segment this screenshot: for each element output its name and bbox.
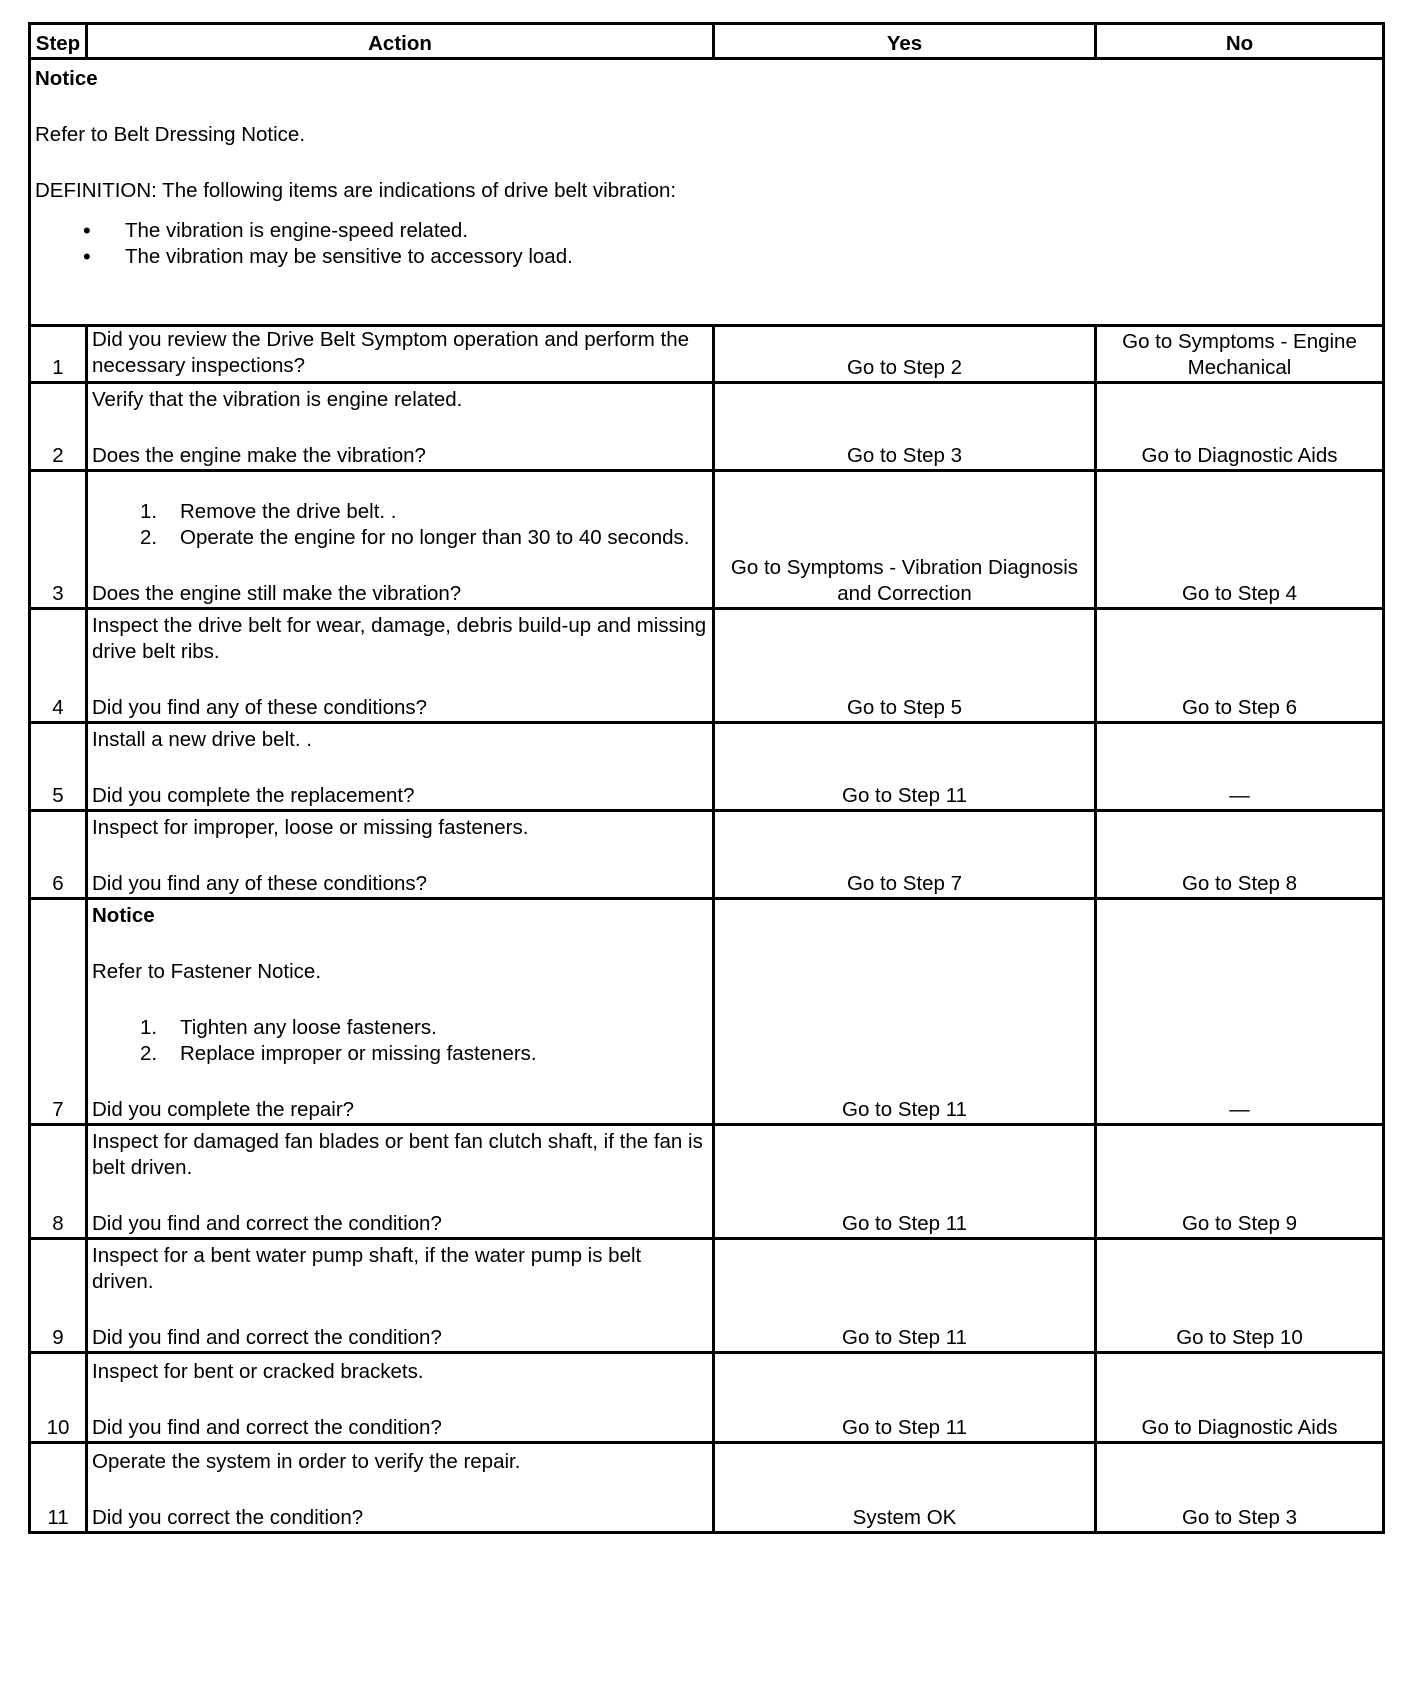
list-item: 1. Remove the drive belt. . [140,500,397,523]
step-number: 4 [30,609,87,723]
step-number: 9 [30,1239,87,1353]
step-action-text: Verify that the vibration is engine related. [92,388,463,411]
step-number: 3 [30,471,87,609]
table-row [30,383,1384,471]
step-action [87,383,714,471]
step-action-text: Inspect for a bent water pump shaft, if the water pump is belt driven. [92,1244,642,1293]
step-yes: Go to Step 11 [714,723,1096,811]
step-no: Go to Step 9 [1096,1125,1384,1239]
header-action: Action [87,24,714,59]
step-question: Did you find any of these conditions? [92,696,428,719]
step-yes: System OK [714,1443,1096,1533]
step-numbered-list [92,1015,708,1067]
step-action [87,471,714,609]
step-question: Did you find and correct the condition? [92,1416,442,1439]
step-no: Go to Symptoms - Engine Mechanical [1096,326,1384,383]
header-row [30,24,1384,59]
step-action [87,723,714,811]
step-action-text: Inspect for improper, loose or missing fasteners. [92,816,529,839]
step-action-text: Inspect for bent or cracked brackets. [92,1360,424,1383]
intro-cell [30,59,1384,326]
step-action [87,1239,714,1353]
step-action [87,1125,714,1239]
step-question: Did you find and correct the condition? [92,1326,442,1349]
step-action-text: Operate the system in order to verify the repair. [92,1450,521,1473]
table-row [30,1239,1384,1353]
diagnostic-table [28,22,1385,1534]
header-yes: Yes [714,24,1096,59]
step-notice-text: Refer to Fastener Notice. [92,960,322,983]
step-number: 8 [30,1125,87,1239]
step-no: Go to Step 8 [1096,811,1384,899]
list-item: 2. Replace improper or missing fasteners. [140,1042,537,1065]
table-row [30,1125,1384,1239]
step-number: 7 [30,899,87,1125]
table-row [30,723,1384,811]
step-action [87,811,714,899]
table-row [30,609,1384,723]
intro-notice-text: Refer to Belt Dressing Notice. [35,123,306,146]
step-yes: Go to Step 2 [714,326,1096,383]
step-action [87,609,714,723]
step-question: Does the engine make the vibration? [92,444,426,467]
step-yes: Go to Step 11 [714,1239,1096,1353]
intro-bullet: • The vibration is engine-speed related. [125,218,1378,244]
step-action [87,326,714,383]
step-number: 2 [30,383,87,471]
table-row [30,471,1384,609]
step-no: Go to Step 6 [1096,609,1384,723]
step-notice-title: Notice [92,904,155,927]
step-no: Go to Step 3 [1096,1443,1384,1533]
step-no: Go to Diagnostic Aids [1096,1353,1384,1443]
step-action-text: Inspect for damaged fan blades or bent fan clutch shaft, if the fan is belt driven. [92,1130,703,1179]
step-no: Go to Step 10 [1096,1239,1384,1353]
step-no: Go to Step 4 [1096,471,1384,609]
step-action [87,899,714,1125]
intro-bullet-list [35,218,1378,270]
step-yes: Go to Step 11 [714,1353,1096,1443]
step-question: Did you find any of these conditions? [92,872,428,895]
step-yes: Go to Step 5 [714,609,1096,723]
header-step: Step [30,24,87,59]
step-yes: Go to Step 3 [714,383,1096,471]
step-number: 6 [30,811,87,899]
header-no: No [1096,24,1384,59]
table-row [30,899,1384,1125]
step-question: Did you find and correct the condition? [92,1212,442,1235]
intro-notice-title: Notice [35,67,98,90]
list-item: 2. Operate the engine for no longer than 30 to 40 seconds. [140,526,690,549]
step-no: — [1096,899,1384,1125]
step-question: Did you complete the repair? [92,1098,355,1121]
step-no: — [1096,723,1384,811]
step-question: Does the engine still make the vibration? [92,582,462,605]
step-action [87,1443,714,1533]
step-number: 11 [30,1443,87,1533]
step-question: Did you correct the condition? [92,1506,364,1529]
table-row [30,1443,1384,1533]
table-row [30,1353,1384,1443]
table-row [30,811,1384,899]
step-no: Go to Diagnostic Aids [1096,383,1384,471]
step-action [87,1353,714,1443]
intro-row [30,59,1384,326]
step-yes: Go to Symptoms - Vibration Diagnosis and Correction [714,471,1096,609]
table-row [30,326,1384,383]
step-number: 5 [30,723,87,811]
step-number: 1 [30,326,87,383]
step-yes: Go to Step 11 [714,1125,1096,1239]
step-number: 10 [30,1353,87,1443]
step-action-text: Install a new drive belt. . [92,728,312,751]
intro-bullet: • The vibration may be sensitive to accessory load. [125,244,1378,270]
step-action-text: Inspect the drive belt for wear, damage, debris build-up and missing drive belt ribs. [92,614,707,663]
step-yes: Go to Step 7 [714,811,1096,899]
step-action-text: Did you review the Drive Belt Symptom operation and perform the necessary inspections? [92,328,690,377]
list-item: 1. Tighten any loose fasteners. [140,1016,437,1039]
step-numbered-list [92,499,708,551]
step-question: Did you complete the replacement? [92,784,415,807]
intro-definition: DEFINITION: The following items are indications of drive belt vibration: [35,179,677,202]
step-yes: Go to Step 11 [714,899,1096,1125]
